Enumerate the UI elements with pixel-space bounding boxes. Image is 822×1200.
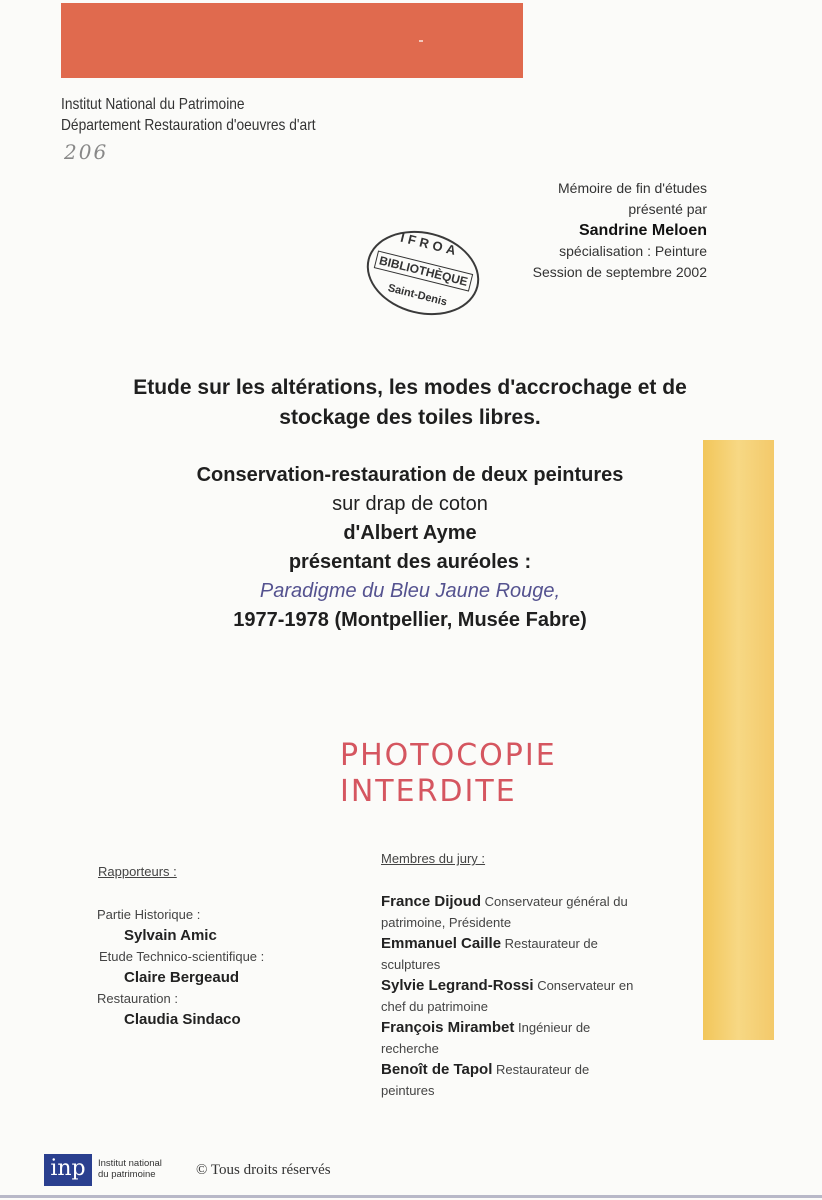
band-speck: [419, 40, 423, 42]
rapporteur-role: Etude Technico-scientifique :: [99, 949, 265, 964]
jury-member-role-cont: chef du patrimoine: [381, 999, 488, 1014]
logo-caption-line1: Institut national: [98, 1158, 162, 1169]
artwork-date-location: 1977-1978 (Montpellier, Musée Fabre): [233, 609, 587, 631]
memoire-line2: présenté par: [628, 201, 707, 217]
jury-member-role-cont: patrimoine, Présidente: [381, 915, 512, 930]
warning-line1: PHOTOCOPIE: [340, 738, 557, 773]
title-line1: Etude sur les altérations, les modes d'accrochage et de: [133, 376, 687, 399]
institute-name: Institut National du Patrimoine: [61, 96, 245, 113]
jury-member-role: Restaurateur de: [496, 1062, 590, 1077]
subtitle-block: [60, 461, 760, 635]
stamp-bottom-text: Saint-Denis: [386, 282, 449, 309]
jury-member-name: Emmanuel Caille: [381, 935, 502, 952]
jury-member-role-cont: peintures: [381, 1083, 435, 1098]
memoire-line1: Mémoire de fin d'études: [558, 180, 707, 196]
jury-member-role: Ingénieur de: [518, 1020, 591, 1035]
department-name: Département Restauration d'oeuvres d'art: [61, 117, 316, 134]
rapporteurs-heading: Rapporteurs :: [98, 864, 177, 879]
jury-member-name: France Dijoud: [381, 893, 482, 910]
artwork-title: Paradigme du Bleu Jaune Rouge,: [259, 580, 561, 602]
rapporteur-role: Partie Historique :: [97, 907, 201, 922]
stamp-middle-text: BIBLIOTHÈQUE: [374, 250, 473, 291]
jury-member: [381, 1017, 671, 1038]
red-color-band: [61, 3, 523, 78]
memoire-block: [533, 178, 707, 283]
subtitle-line1: Conservation-restauration de deux peintures: [196, 464, 624, 486]
logo-caption: [98, 1158, 162, 1180]
rapporteur-name: Sylvain Amic: [124, 927, 217, 944]
warning-line2: INTERDITE: [340, 774, 517, 809]
rapporteurs-list: [97, 904, 264, 1030]
jury-member-role: Conservateur en: [537, 978, 634, 993]
copyright-notice: © Tous droits réservés: [196, 1162, 331, 1178]
inp-logo: inp: [44, 1154, 92, 1186]
jury-member: [381, 891, 671, 912]
handwritten-note: 206: [64, 140, 109, 164]
jury-member-name: François Mirambet: [381, 1019, 515, 1036]
subtitle-line3: d'Albert Ayme: [343, 522, 477, 544]
rapporteur-name: Claire Bergeaud: [124, 969, 240, 986]
jury-member: [381, 933, 671, 954]
library-stamp: [358, 219, 488, 326]
jury-member-name: Sylvie Legrand-Rossi: [381, 977, 534, 994]
session: Session de septembre 2002: [532, 264, 707, 280]
specialisation: spécialisation : Peinture: [559, 243, 707, 259]
jury-member-role: Conservateur général du: [484, 894, 628, 909]
title-line2: stockage des toiles libres.: [279, 406, 541, 429]
rapporteur-name: Claudia Sindaco: [124, 1011, 241, 1028]
subtitle-line4: présentant des auréoles :: [288, 551, 532, 573]
stamp-top-text: IFROA: [398, 229, 462, 259]
jury-list: [381, 891, 671, 1101]
jury-member: [381, 975, 671, 996]
photocopy-warning: [340, 738, 557, 810]
main-title: [60, 373, 760, 433]
logo-caption-line2: du patrimoine: [98, 1169, 156, 1180]
jury-member-role: Restaurateur de: [504, 936, 598, 951]
jury-member-name: Benoît de Tapol: [381, 1061, 493, 1078]
subtitle-line2: sur drap de coton: [332, 493, 488, 515]
rapporteur-role: Restauration :: [97, 991, 178, 1006]
author-name: Sandrine Meloen: [578, 222, 707, 239]
jury-member-role-cont: recherche: [381, 1041, 439, 1056]
scan-edge-line: [0, 1195, 822, 1198]
institute-header: [61, 94, 316, 136]
jury-heading: Membres du jury :: [381, 851, 486, 866]
jury-member: [381, 1059, 671, 1080]
jury-member-role-cont: sculptures: [381, 957, 441, 972]
